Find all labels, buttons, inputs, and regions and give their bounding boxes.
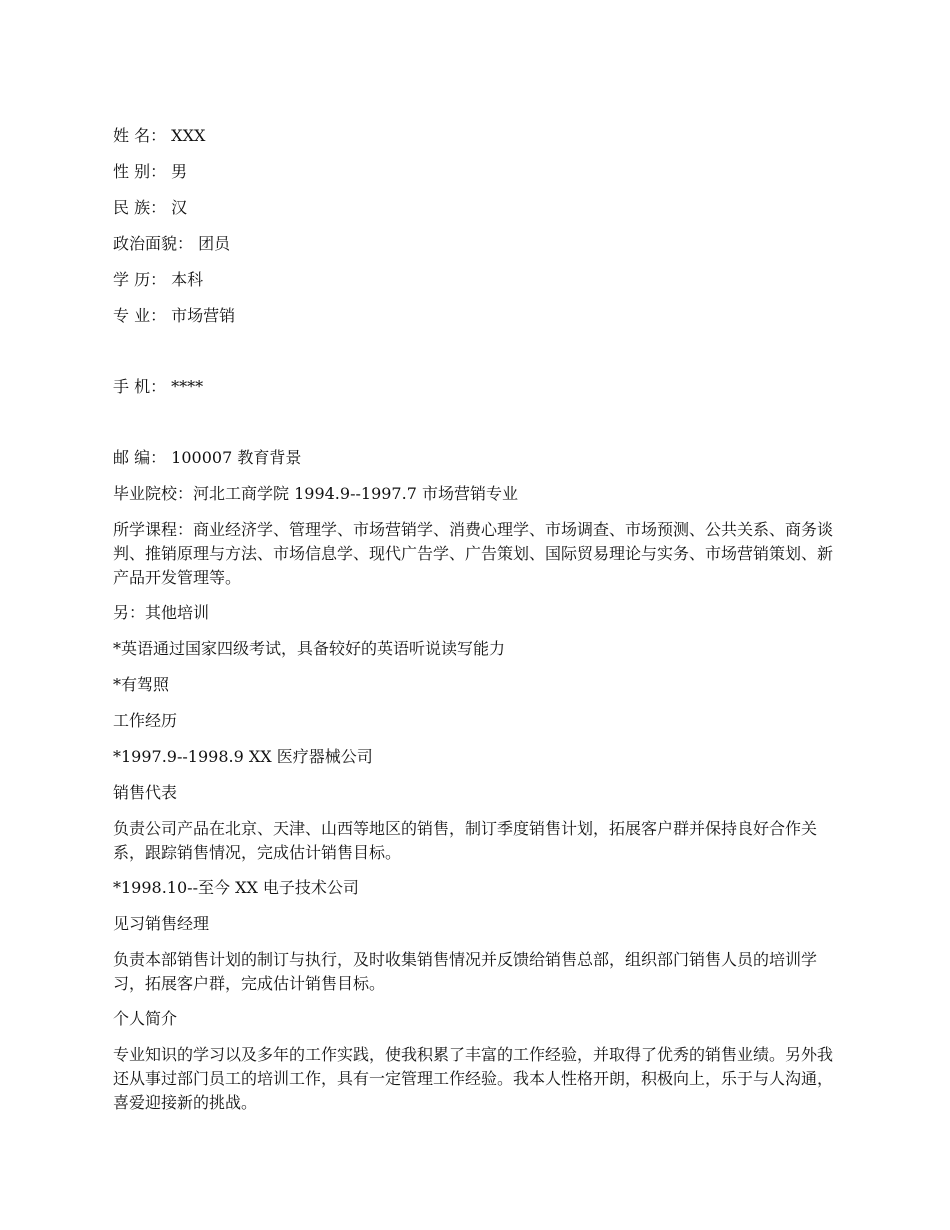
school-line: 毕业院校：河北工商学院 1994.9--1997.7 市场营销专业 — [113, 484, 518, 503]
postcode-education-heading: 邮 编： 100007 教育背景 — [113, 448, 302, 467]
job2-title: 见习销售经理 — [113, 914, 210, 933]
work-experience-heading: 工作经历 — [113, 711, 178, 730]
driving-license-line: *有驾照 — [113, 675, 170, 694]
personal-summary-paragraph: 专业知识的学习以及多年的工作实践，使我积累了丰富的工作经验，并取得了优秀的销售业绩。另外我还从事过部门员工的培训工作，具有一定管理工作经验。我本人性格开朗，积极向上，乐于与人沟通，喜爱迎接新的挑战。 — [113, 1045, 834, 1112]
job2-description: 负责本部销售计划的制订与执行，及时收集销售情况并反馈给销售总部，组织部门销售人员的培训学习，拓展客户群，完成估计销售目标。 — [113, 950, 818, 993]
resume-document — [113, 124, 840, 1115]
job1-period-company: *1997.9--1998.9 XX 医疗器械公司 — [113, 747, 373, 766]
ethnicity-line: 民 族： 汉 — [113, 198, 188, 217]
education-level-line: 学 历： 本科 — [113, 270, 204, 289]
phone-line: 手 机： **** — [113, 377, 204, 396]
other-training-heading: 另：其他培训 — [113, 603, 210, 622]
courses-paragraph: 所学课程：商业经济学、管理学、市场营销学、消费心理学、市场调查、市场预测、公共关系、商务谈判、推销原理与方法、市场信息学、现代广告学、广告策划、国际贸易理论与实务、市场营销策划、新产品开发管理等。 — [113, 520, 834, 587]
personal-summary-heading: 个人简介 — [113, 1009, 178, 1028]
job1-title: 销售代表 — [113, 783, 178, 802]
english-skill-line: *英语通过国家四级考试，具备较好的英语听说读写能力 — [113, 639, 506, 658]
political-status-line: 政治面貌： 团员 — [113, 234, 231, 253]
name-line: 姓 名： XXX — [113, 126, 206, 145]
job1-description: 负责公司产品在北京、天津、山西等地区的销售，制订季度销售计划，拓展客户群并保持良好合作关系，跟踪销售情况，完成估计销售目标。 — [113, 819, 818, 862]
job2-period-company: *1998.10--至今 XX 电子技术公司 — [113, 878, 359, 897]
gender-line: 性 别： 男 — [113, 162, 188, 181]
major-line: 专 业： 市场营销 — [113, 306, 236, 325]
